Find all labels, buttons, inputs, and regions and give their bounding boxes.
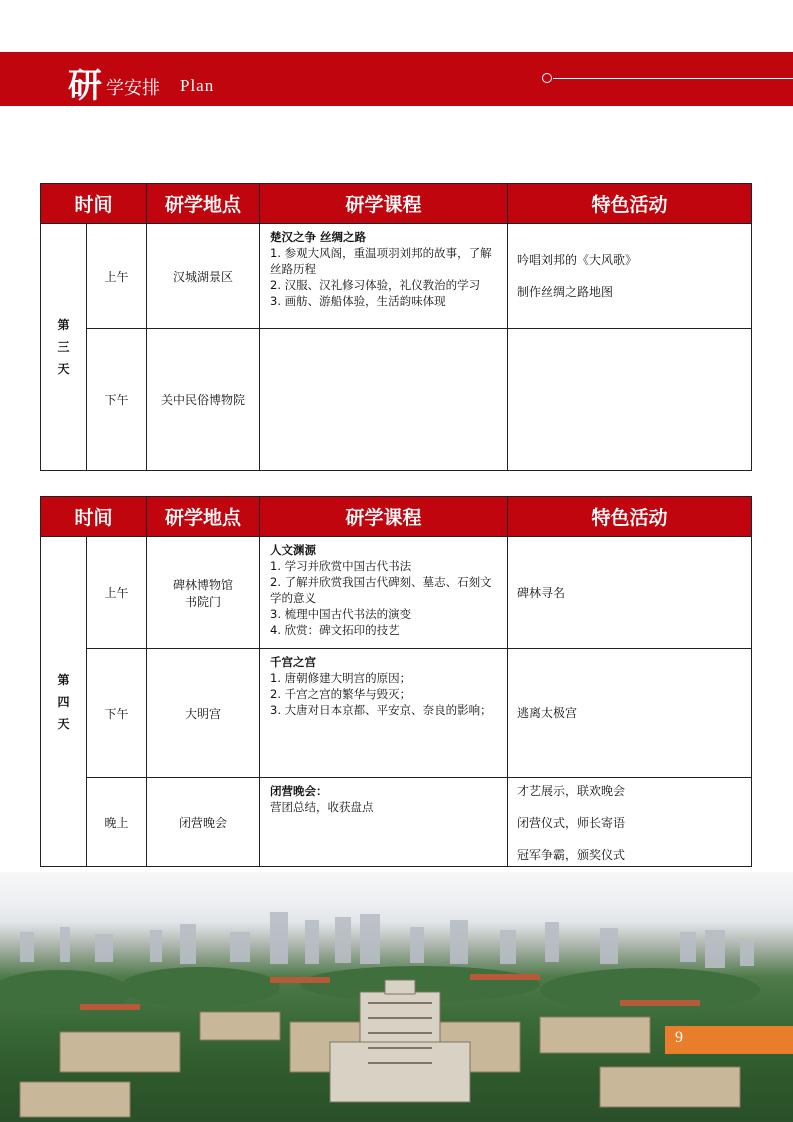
location-cell [147, 329, 260, 471]
day-label-char: 第 [57, 318, 70, 332]
header-activity: 特色活动 [508, 497, 752, 537]
course-item: 2. 汉服、汉礼修习体验，礼仪教治的学习 [270, 278, 481, 292]
location-text: 碑林博物馆 [173, 577, 234, 592]
page-number-box [665, 1026, 793, 1054]
campus-aerial-photo [0, 872, 793, 1122]
table-row [41, 329, 752, 471]
course-cell [260, 649, 508, 778]
activity-item: 吟唱刘邦的《大风歌》 [517, 253, 638, 267]
location-text: 大明宫 [185, 706, 222, 721]
day-label [41, 537, 87, 867]
header-banner [0, 52, 793, 106]
header-activity: 特色活动 [508, 184, 752, 224]
table-row [41, 649, 752, 778]
location-text: 书院门 [185, 594, 222, 609]
activity-cell [508, 649, 752, 778]
course-item: 营团总结，收获盘点 [270, 800, 374, 814]
location-text: 汉城湖景区 [173, 269, 234, 284]
location-cell [147, 537, 260, 649]
course-title: 闭营晚会： [270, 784, 328, 798]
schedule-table-day4 [40, 496, 752, 867]
header-title-rest: 学安排 [106, 78, 160, 99]
time-cell: 下午 [87, 329, 147, 471]
course-item: 3. 梳理中国古代书法的演变 [270, 607, 412, 621]
course-item: 2. 千宫之宫的繁华与毁灭； [270, 687, 412, 701]
page-number: 9 [675, 1029, 683, 1046]
time-cell: 上午 [87, 537, 147, 649]
time-cell: 上午 [87, 224, 147, 329]
table-header-row [41, 184, 752, 224]
table-row [41, 778, 752, 867]
header-location: 研学地点 [147, 497, 260, 537]
course-cell [260, 329, 508, 471]
activity-cell [508, 224, 752, 329]
course-cell [260, 224, 508, 329]
day-label-char: 三 [57, 340, 70, 354]
course-item: 4. 欣赏：碑文拓印的技艺 [270, 623, 400, 637]
header-course: 研学课程 [260, 497, 508, 537]
course-cell [260, 778, 508, 867]
day-label-char: 第 [57, 672, 70, 687]
activity-cell [508, 778, 752, 867]
day-label-char: 天 [57, 716, 70, 731]
activity-item: 逃离太极宫 [517, 706, 578, 720]
location-cell [147, 224, 260, 329]
day-label-char: 四 [57, 694, 70, 709]
course-cell [260, 537, 508, 649]
day-label-char: 天 [57, 362, 70, 376]
course-title: 千宫之宫 [270, 655, 317, 669]
course-item: 1. 学习并欣赏中国古代书法 [270, 559, 412, 573]
course-title: 楚汉之争 丝绸之路 [270, 230, 367, 244]
location-text: 闭营晚会 [179, 815, 228, 830]
table-header-row [41, 497, 752, 537]
course-item: 1. 参观大风阁，重温项羽刘邦的故事，了解丝路历程 [270, 246, 492, 276]
course-item: 3. 画舫、游船体验，生活韵味体现 [270, 294, 446, 308]
activity-cell [508, 537, 752, 649]
header-title-big: 研 [68, 66, 102, 106]
activity-item: 闭营仪式，师长寄语 [517, 816, 626, 830]
time-cell: 晚上 [87, 778, 147, 867]
course-item: 2. 了解并欣赏我国古代碑刻、墓志、石刻文学的意义 [270, 575, 492, 605]
header-location: 研学地点 [147, 184, 260, 224]
course-item: 1. 唐朝修建大明宫的原因； [270, 671, 412, 685]
location-text: 关中民俗博物院 [161, 393, 246, 407]
table-row [41, 537, 752, 649]
header-course: 研学课程 [260, 184, 508, 224]
activity-item: 制作丝绸之路地图 [517, 285, 614, 299]
location-cell [147, 649, 260, 778]
schedule-table-day3 [40, 183, 752, 471]
header-title-en: Plan [180, 76, 215, 95]
decor-line [553, 78, 793, 79]
time-cell: 下午 [87, 649, 147, 778]
decor-circle-icon [542, 73, 552, 83]
header-time: 时间 [41, 184, 147, 224]
activity-item: 才艺展示，联欢晚会 [517, 784, 626, 798]
header-time: 时间 [41, 497, 147, 537]
location-cell [147, 778, 260, 867]
course-title: 人文渊源 [270, 543, 317, 557]
activity-cell [508, 329, 752, 471]
activity-item: 冠军争霸，颁奖仪式 [517, 848, 626, 862]
day-label [41, 224, 87, 471]
course-item: 3. 大唐对日本京都、平安京、奈良的影响； [270, 703, 492, 717]
activity-item: 碑林寻名 [517, 585, 566, 600]
campus-photo-illustration [0, 872, 793, 1122]
table-row [41, 224, 752, 329]
